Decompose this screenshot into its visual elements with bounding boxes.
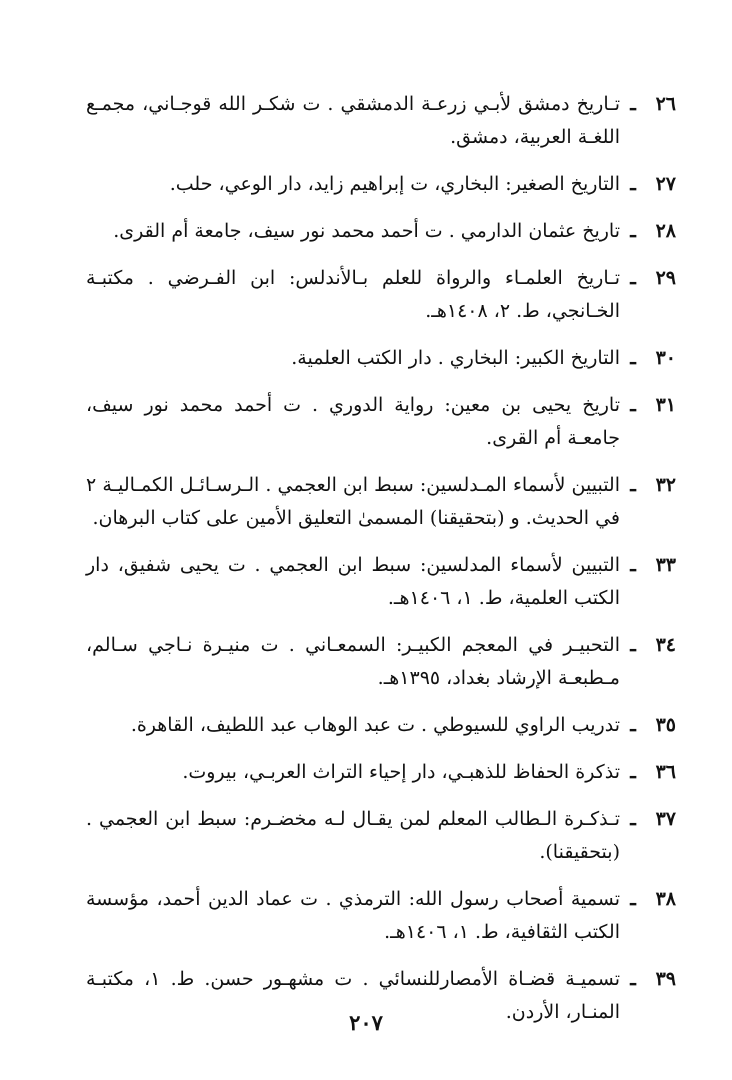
entry-text: تسمية أصحاب رسول الله: الترمذي . ت عماد الدين أحمد، مؤسسة الكتب الثقافية، ط. ١، ١٤٠٦هـ. [86, 888, 620, 943]
list-item [86, 883, 676, 949]
entry-number: ٢٧ [655, 173, 676, 195]
list-item [86, 756, 676, 789]
entry-number: ٣٢ [655, 474, 676, 496]
entry-number: ٣٩ [655, 968, 676, 990]
entry-number: ٣٦ [655, 761, 676, 783]
list-item [86, 215, 676, 248]
entry-number: ٣٠ [655, 347, 676, 369]
entry-text: تاريخ عثمان الدارمي . ت أحمد محمد نور سيف، جامعة أم القرى. [113, 220, 620, 242]
list-item [86, 469, 676, 535]
entry-number: ٢٩ [655, 267, 676, 289]
entry-dash: ـ [630, 173, 636, 195]
entry-number: ٣٨ [655, 888, 676, 910]
entry-dash: ـ [630, 220, 636, 242]
entry-text: تدريب الراوي للسيوطي . ت عبد الوهاب عبد اللطيف، القاهرة. [130, 714, 620, 736]
entry-dash: ـ [630, 474, 636, 496]
entry-text: تاريخ يحيى بن معين: رواية الدوري . ت أحمد محمد نور سيف، جامعـة أم القرى. [86, 394, 620, 449]
entry-text: تذكرة الحفاظ للذهبـي، دار إحياء التراث العربـي، بيروت. [182, 761, 620, 783]
list-item [86, 389, 676, 455]
entry-number: ٣٧ [655, 808, 676, 830]
list-item [86, 342, 676, 375]
entry-dash: ـ [630, 761, 636, 783]
entry-number: ٣٣ [655, 554, 676, 576]
entry-dash: ـ [630, 394, 636, 416]
entry-dash: ـ [630, 888, 636, 910]
page-number: ٢٠٧ [349, 1010, 383, 1035]
entry-text: التبيين لأسماء المـدلسين: سبط ابن العجمي . الـرسـائـل الكمـاليـة ٢ في الحديث. و (بتحقيقنا) المسمىٰ التعليق الأمين على كتاب البرهان. [86, 474, 620, 529]
list-item [86, 549, 676, 615]
entry-text: تـاريخ العلمـاء والرواة للعلم بـالأندلس: ابن الفـرضي . مكتبـة الخـانجي، ط. ٢، ١٤٠٨هـ. [86, 267, 620, 322]
entry-text: التاريخ الكبير: البخاري . دار الكتب العلمية. [291, 347, 620, 369]
entry-dash: ـ [630, 808, 636, 830]
entry-text: التحبيـر في المعجم الكبيـر: السمعـاني . ت منيـرة نـاجي سـالم، مـطبعـة الإرشاد بغداد، ١٣٩٥هـ. [86, 634, 620, 689]
entry-dash: ـ [630, 267, 636, 289]
entry-dash: ـ [630, 347, 636, 369]
entry-dash: ـ [630, 714, 636, 736]
entry-text: التبيين لأسماء المدلسين: سبط ابن العجمي . ت يحيى شفيق، دار الكتب العلمية، ط. ١، ١٤٠٦هـ. [86, 554, 620, 609]
entry-number: ٢٨ [655, 220, 676, 242]
list-item [86, 803, 676, 869]
entry-number: ٢٦ [655, 93, 676, 115]
list-item [86, 262, 676, 328]
entry-dash: ـ [630, 554, 636, 576]
entry-number: ٣٤ [655, 634, 676, 656]
list-item [86, 88, 676, 154]
entry-text: التاريخ الصغير: البخاري، ت إبراهيم زايد، دار الوعي، حلب. [169, 173, 620, 195]
entry-text: تـذكـرة الـطالب المعلم لمن يقـال لـه مخضـرم: سبط ابن العجمي . (بتحقيقنا). [86, 808, 620, 863]
entry-text: تسميـة قضـاة الأمصارللنسائي . ت مشهـور حسن. ط. ١، مكتبـة المنـار، الأردن. [86, 968, 620, 1023]
list-item [86, 168, 676, 201]
bibliography-list [86, 88, 676, 1043]
list-item [86, 629, 676, 695]
list-item [86, 709, 676, 742]
entry-dash: ـ [630, 968, 636, 990]
entry-number: ٣١ [655, 394, 676, 416]
entry-dash: ـ [630, 93, 636, 115]
entry-dash: ـ [630, 634, 636, 656]
entry-number: ٣٥ [655, 714, 676, 736]
entry-text: تـاريخ دمشق لأبـي زرعـة الدمشقي . ت شكـر الله قوجـاني، مجمـع اللغـة العربية، دمشق. [86, 93, 620, 148]
